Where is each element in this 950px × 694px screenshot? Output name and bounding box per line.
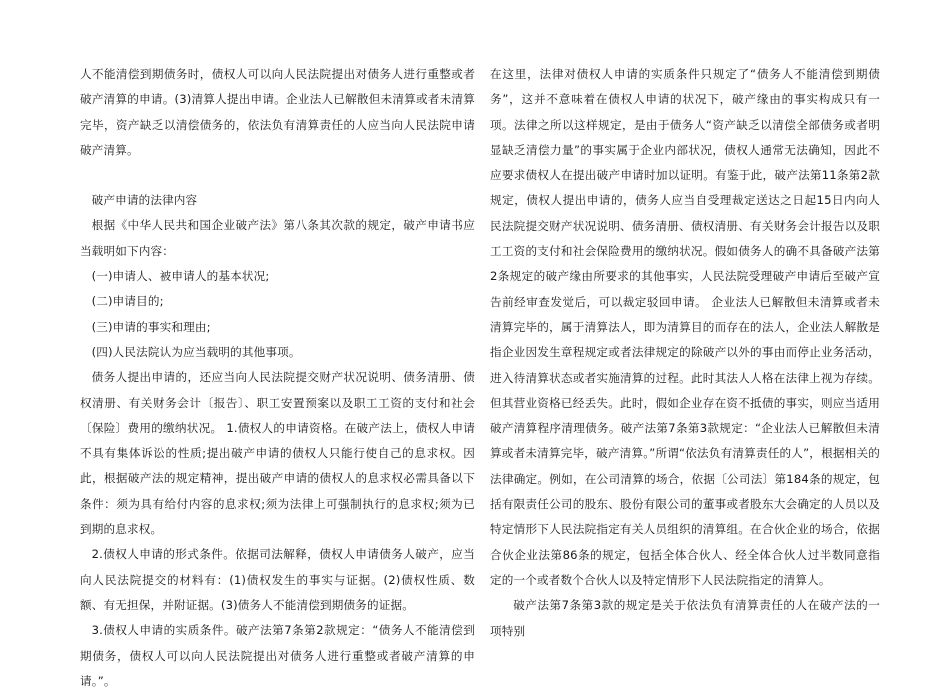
paragraph-substantive-conditions: 3.债权人申请的实质条件。破产法第7条第2款规定：“债务人不能清偿到期债务，债权人可以向人民法院提出对债务人进行重整或者破产清算的申请。”。: [80, 623, 475, 688]
list-item-2: (二)申请目的;: [91, 294, 164, 309]
list-item-4: (四)人民法院认为应当载明的其他事项。: [91, 344, 301, 359]
paragraph-explanation: 在这里，法律对债权人申请的实质条件只规定了“债务人不能清偿到期债务”，这并不意味着在债权人申请的状况下，破产缘由的事实构成只有一项。法律之所以这样规定，是由于债务人“资产缺乏以清偿全部债务或者明显缺乏清偿力量”的事实属于企业内部状况，债权人通常无法确知，因此不应要求债权人在提出破产申请时加以证明。有鉴于此，破产法第11条第2款规定，债权人提出申请的，债务人应当自受理裁定送达之日起15日内向人民法院提交财产状况说明、债务清册、债权清册、有关财务会计报告以及职工工资的支付和社会保险费用的缴纳状况。假如债务人的确不具备破产法第2条规定的破产缘由所要求的其他事实，人民法院受理破产申请后至破产宣告前经审查发觉后，可以裁定驳回申请。 企业法人已解散但未清算或者未清算完毕的，属于清算法人，即为清算目的而存在的法人，企业法人解散是指企业因发生章程规定或者法律规定的除破产以外的事由而停止业务活动，进入待清算状态或者实施清算的过程。此时其法人人格在法律上视为存续。但其营业资格已经丢失。此时，假如企业存在资不抵债的事实，则应当适用破产清算程序清理债务。破产法第7条第3款规定：“企业法人已解散但未清算或者未清算完毕，破产清算。”所谓“依法负有清算责任的人”，根据相关的法律确定。例如，在公司清算的场合，依据〔公司法〕第184条的规定，包括有限责任公司的股东、股份有限公司的董事或者股东大会确定的人员以及特定情形下人民法院指定有关人员组织的清算组。在合伙企业的场合，依据合伙企业法第86条的规定，包括全体合伙人、经全体合伙人过半数同意指定的一个或者数个合伙人以及特定情形下人民法院指定的清算人。: [490, 67, 880, 587]
left-column: [80, 62, 475, 694]
paragraph-formal-conditions: 2.债权人申请的形式条件。依据司法解释，债权人申请债务人破产，应当向人民法院提交的材料有：(1)债权发生的事实与证据。(2)债权性质、数额、有无担保，并附证据。(3)债务人不能清偿到期债务的证据。: [80, 547, 475, 612]
paragraph-intro: 根据《中华人民共和国企业破产法》第八条其次款的规定，破产申请书应当载明如下内容：: [80, 218, 475, 258]
right-column: [490, 62, 880, 644]
list-item-1: (一)申请人、被申请人的基本状况;: [91, 269, 270, 284]
list-item-3: (三)申请的事实和理由;: [91, 319, 211, 334]
paragraph-gap: [80, 163, 475, 188]
paragraph-debtor-application: 债务人提出申请的，还应当向人民法院提交财产状况说明、债务清册、债权清册、有关财务会计〔报告〕、职工安置预案以及职工工资的支付和社会〔保险〕费用的缴纳状况。 1.债权人的申请资格。在破产法上，债权人申请不具有集体诉讼的性质;提出破产申请的债权人只能行使自己的息求权。因此，根据破产法的规定精神，提出破产申请的债权人的息求权必需具备以下条件：须为具有给付内容的息求权;须为法律上可强制执行的息求权;须为已到期的息求权。: [80, 370, 475, 537]
paragraph-continuation: 人不能清偿到期债务时，债权人可以向人民法院提出对债务人进行重整或者破产清算的申请。(3)清算人提出申请。企业法人已解散但未清算或者未清算完毕，资产缺乏以清偿债务的，依法负有清算责任的人应当向人民法院申请破产清算。: [80, 67, 475, 157]
paragraph-special-rule: 破产法第7条第3款的规定是关于依法负有清算责任的人在破产法的一项特别: [490, 598, 880, 638]
section-heading: 破产申请的法律内容: [91, 193, 198, 208]
